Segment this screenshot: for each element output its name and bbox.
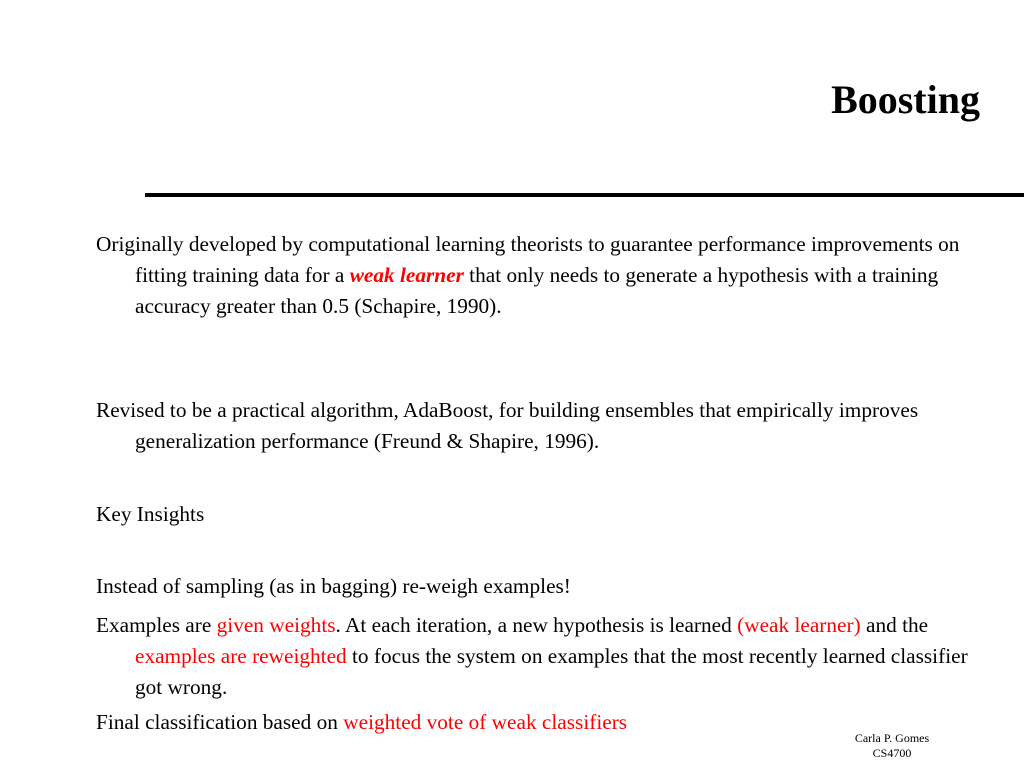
bullet-text: Originally developed by computational learning theorists to guarantee performance improvements on fitting training data for a — [96, 232, 960, 287]
bullet-text: that only needs to generate a hypothesis with a training accuracy greater than 0.5 (Schapire, 1990). — [135, 263, 939, 318]
bullet-key-insights — [96, 499, 995, 530]
bullet-reweigh — [96, 571, 995, 602]
bullet-original-development — [96, 229, 995, 322]
bullet-text: Key Insights — [96, 502, 205, 526]
bullet-text: Revised to be a practical algorithm, AdaBoost, for building ensembles that empirically improves generalization performance (Freund & Shapire, 1996). — [96, 398, 919, 453]
weak-learner-highlight: (weak learner) — [737, 613, 861, 637]
title-divider — [145, 193, 1024, 197]
bullet-text: and the — [860, 613, 929, 637]
bullet-text: to focus the system on examples that the most recently learned classifier got wrong. — [135, 644, 968, 699]
given-weights-highlight: given weights — [216, 613, 336, 637]
slide-footer — [836, 731, 948, 761]
bullet-text: Examples are — [96, 613, 217, 637]
reweighted-highlight: examples are reweighted — [135, 644, 347, 668]
weighted-vote-highlight: weighted vote of weak classifiers — [343, 710, 628, 734]
bullet-text: Instead of sampling (as in bagging) re-weigh examples! — [96, 574, 571, 598]
bullet-adaboost — [96, 395, 995, 457]
weak-learner-highlight: weak learner — [349, 263, 464, 287]
footer-author: Carla P. Gomes — [854, 731, 930, 745]
footer-course: CS4700 — [872, 746, 912, 760]
bullet-text: . At each iteration, a new hypothesis is learned — [335, 613, 738, 637]
bullet-examples-weights — [96, 610, 995, 703]
slide-title: Boosting — [831, 77, 980, 122]
bullet-text: Final classification based on — [96, 710, 344, 734]
